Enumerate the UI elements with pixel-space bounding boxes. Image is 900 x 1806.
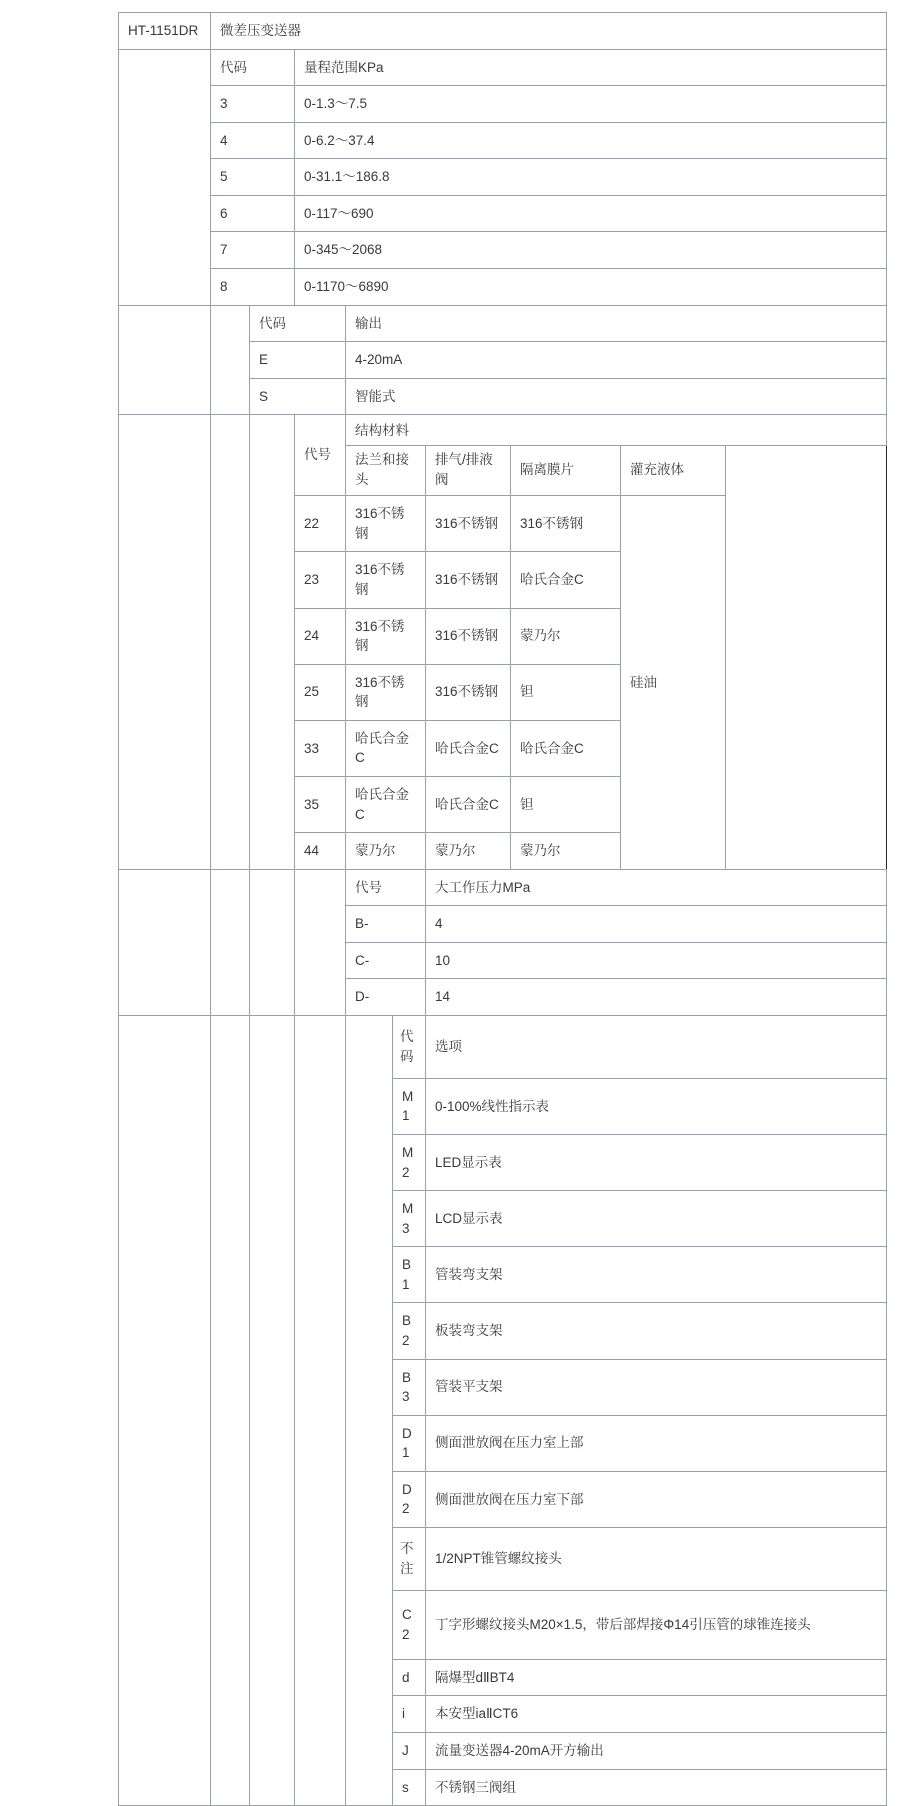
material-col-flange: 法兰和接头 <box>346 446 426 496</box>
option-value: 管装弯支架 <box>426 1247 887 1303</box>
option-value-header: 选项 <box>426 1015 887 1078</box>
range-code: 4 <box>211 122 295 159</box>
material-code: 44 <box>295 833 346 870</box>
spacer-col-1 <box>119 415 211 869</box>
material-code: 33 <box>295 720 346 776</box>
spec-table-body <box>119 13 887 1806</box>
output-code: S <box>250 378 346 415</box>
range-value-header: 量程范围KPa <box>295 49 887 86</box>
material-col-diaphragm: 隔离膜片 <box>511 446 621 496</box>
pressure-code: C- <box>346 942 426 979</box>
option-code: i <box>393 1696 426 1733</box>
option-code: D2 <box>393 1471 426 1527</box>
spacer-col-2 <box>211 1015 250 1805</box>
material-valve: 哈氏合金C <box>426 720 511 776</box>
option-code: s <box>393 1769 426 1806</box>
material-col-fill-fluid: 灌充液体 <box>621 446 726 496</box>
range-value: 0-117～690 <box>295 195 887 232</box>
table-row-range <box>119 232 887 269</box>
option-value: 不锈钢三阀组 <box>426 1769 887 1806</box>
spacer-col-3 <box>250 1015 295 1805</box>
option-code: B2 <box>393 1303 426 1359</box>
range-code: 5 <box>211 159 295 196</box>
range-value: 0-6.2～37.4 <box>295 122 887 159</box>
option-value: 流量变送器4-20mA开方输出 <box>426 1733 887 1770</box>
material-valve: 316不锈钢 <box>426 608 511 664</box>
product-spec-table <box>118 12 887 1806</box>
spacer-col-1 <box>119 869 211 1015</box>
material-code-header: 代号 <box>295 415 346 496</box>
spacer-col-3 <box>250 415 295 869</box>
option-code: M2 <box>393 1135 426 1191</box>
option-value: 1/2NPT锥管螺纹接头 <box>426 1527 887 1590</box>
model-name-cell: 微差压变送器 <box>211 13 887 50</box>
option-value: LCD显示表 <box>426 1191 887 1247</box>
pressure-value: 4 <box>426 906 887 943</box>
material-code: 25 <box>295 664 346 720</box>
range-code: 8 <box>211 268 295 305</box>
output-code: E <box>250 342 346 379</box>
output-code-header: 代码 <box>250 305 346 342</box>
range-value: 0-31.1～186.8 <box>295 159 887 196</box>
table-row-model <box>119 13 887 50</box>
material-diaphragm: 钽 <box>511 664 621 720</box>
option-value: 丁字形螺纹接头M20×1.5，带后部焊接Φ14引压管的球锥连接头 <box>426 1590 887 1659</box>
range-code: 7 <box>211 232 295 269</box>
option-value: 本安型iaⅡCT6 <box>426 1696 887 1733</box>
spacer-col-1 <box>119 1015 211 1805</box>
pressure-code: D- <box>346 979 426 1016</box>
option-value: 侧面泄放阀在压力室下部 <box>426 1471 887 1527</box>
material-code: 35 <box>295 776 346 832</box>
material-code: 22 <box>295 496 346 552</box>
pressure-value: 14 <box>426 979 887 1016</box>
spec-table-container <box>118 12 811 1806</box>
range-value: 0-345～2068 <box>295 232 887 269</box>
option-code <box>393 1527 426 1590</box>
material-flange: 316不锈钢 <box>346 608 426 664</box>
spacer-col-1 <box>119 305 211 415</box>
material-diaphragm: 蒙乃尔 <box>511 608 621 664</box>
material-fill-fluid-value: 硅油 <box>621 496 726 869</box>
range-value: 0-1.3～7.5 <box>295 86 887 123</box>
option-code: C2 <box>393 1590 426 1659</box>
material-flange: 蒙乃尔 <box>346 833 426 870</box>
option-value: 管装平支架 <box>426 1359 887 1415</box>
table-row-output-header <box>119 305 887 342</box>
option-code-text: 不注 <box>400 1541 414 1576</box>
material-valve: 316不锈钢 <box>426 496 511 552</box>
option-code: M1 <box>393 1078 426 1134</box>
table-row-option-header <box>119 1015 887 1078</box>
material-flange: 316不锈钢 <box>346 496 426 552</box>
range-code: 3 <box>211 86 295 123</box>
material-flange: 316不锈钢 <box>346 552 426 608</box>
table-row-range <box>119 268 887 305</box>
material-diaphragm: 钽 <box>511 776 621 832</box>
range-value: 0-1170～6890 <box>295 268 887 305</box>
output-value-header: 输出 <box>346 305 887 342</box>
material-col-valve: 排气/排液阀 <box>426 446 511 496</box>
spacer-col-3 <box>250 869 295 1015</box>
option-code: M3 <box>393 1191 426 1247</box>
option-value: 板装弯支架 <box>426 1303 887 1359</box>
spacer-col-5 <box>346 1015 393 1805</box>
table-row-range <box>119 86 887 123</box>
spacer-col-1 <box>119 49 211 305</box>
table-row-pressure-header <box>119 869 887 906</box>
table-row-range <box>119 159 887 196</box>
table-row-range <box>119 195 887 232</box>
table-row-material-group-header <box>119 415 887 446</box>
option-value: 0-100%线性指示表 <box>426 1078 887 1134</box>
output-value: 4-20mA <box>346 342 887 379</box>
spacer-col-2 <box>211 869 250 1015</box>
material-valve: 哈氏合金C <box>426 776 511 832</box>
model-code-cell: HT-1151DR <box>119 13 211 50</box>
material-valve: 316不锈钢 <box>426 552 511 608</box>
option-code: J <box>393 1733 426 1770</box>
spacer-col-4 <box>295 869 346 1015</box>
option-code: B1 <box>393 1247 426 1303</box>
material-group-header: 结构材料 <box>346 415 887 446</box>
material-code: 24 <box>295 608 346 664</box>
material-diaphragm: 哈氏合金C <box>511 552 621 608</box>
option-code-header-text: 代码 <box>400 1029 414 1064</box>
spacer-col-4 <box>295 1015 346 1805</box>
pressure-code: B- <box>346 906 426 943</box>
option-value: 隔爆型dⅡBT4 <box>426 1659 887 1696</box>
option-value: 侧面泄放阀在压力室上部 <box>426 1415 887 1471</box>
pressure-code-header: 代号 <box>346 869 426 906</box>
option-value: LED显示表 <box>426 1135 887 1191</box>
pressure-value-header: 大工作压力MPa <box>426 869 887 906</box>
option-code: d <box>393 1659 426 1696</box>
table-row-range <box>119 122 887 159</box>
spacer-col-2 <box>211 415 250 869</box>
pressure-value: 10 <box>426 942 887 979</box>
material-valve: 316不锈钢 <box>426 664 511 720</box>
option-code: B3 <box>393 1359 426 1415</box>
material-diaphragm: 316不锈钢 <box>511 496 621 552</box>
option-code: D1 <box>393 1415 426 1471</box>
table-row-range-header <box>119 49 887 86</box>
material-flange: 哈氏合金C <box>346 776 426 832</box>
output-value: 智能式 <box>346 378 887 415</box>
material-valve: 蒙乃尔 <box>426 833 511 870</box>
material-flange: 316不锈钢 <box>346 664 426 720</box>
material-diaphragm: 哈氏合金C <box>511 720 621 776</box>
range-code-header: 代码 <box>211 49 295 86</box>
material-code: 23 <box>295 552 346 608</box>
range-code: 6 <box>211 195 295 232</box>
spacer-col-2 <box>211 305 250 415</box>
material-diaphragm: 蒙乃尔 <box>511 833 621 870</box>
material-flange: 哈氏合金C <box>346 720 426 776</box>
option-code-header <box>393 1015 426 1078</box>
